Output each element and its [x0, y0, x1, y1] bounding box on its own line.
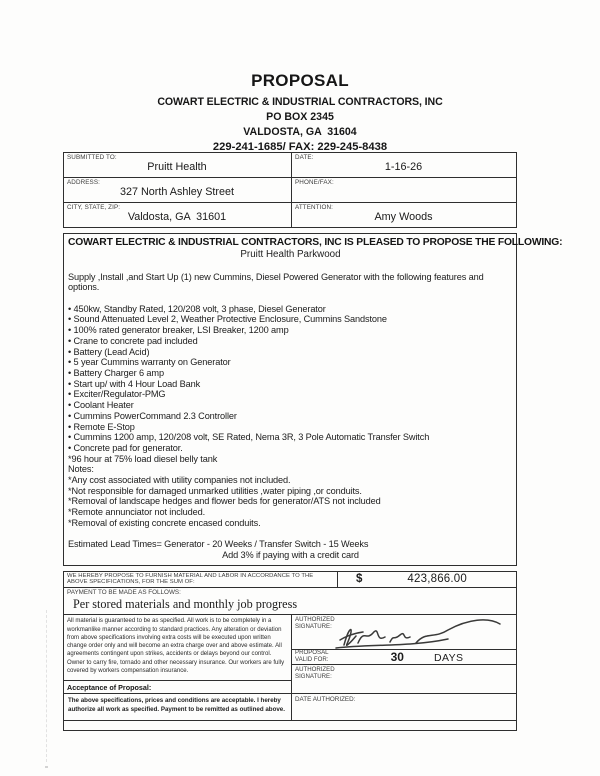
empty-bottom-row — [63, 721, 517, 731]
proposal-line: *Any cost associated with utility companies not included. — [68, 475, 291, 486]
proposal-line: Supply ,Install ,and Start Up (1) new Cummins, Diesel Powered Generator with the following features and options. — [68, 271, 487, 293]
document-title: PROPOSAL — [251, 71, 349, 90]
proposal-valid-for-label: PROPOSAL VALID FOR: — [295, 649, 329, 664]
proposal-body-box — [63, 233, 563, 566]
scan-artifact-streak — [46, 610, 47, 762]
submitted-to-label: SUBMITTED TO: — [67, 154, 117, 161]
authorized-signature-2-cell — [292, 665, 516, 693]
proposal-line: *Remote annunciator not included. — [68, 507, 206, 518]
proposal-line — [68, 529, 513, 540]
project-name: Pruitt Health Parkwood — [240, 249, 341, 260]
proposal-line: • Start up/ with 4 Hour Load Bank — [68, 378, 201, 389]
proposal-line: • Battery (Lead Acid) — [68, 346, 150, 357]
proposal-line: *Not responsible for damaged unmarked utilities ,water piping ,or conduits. — [68, 485, 362, 496]
date-authorized-label: DATE AUTHORIZED: — [295, 696, 356, 704]
proposal-line: • Cummins 1200 amp, 120/208 volt, SE Rated, Nema 3R, 3 Pole Automatic Transfer Switch — [68, 432, 430, 443]
proposal-line: • Coolant Heater — [68, 400, 134, 411]
proposal-line: *Removal of landscape hedges and flower beds for generator/ATS not included — [68, 496, 381, 507]
sum-amount: 423,866.00 — [407, 573, 467, 586]
valid-for-unit: DAYS — [433, 652, 464, 665]
address-label: ADDRESS: — [67, 179, 100, 186]
company-city-state: VALDOSTA, GA 31604 — [243, 126, 357, 138]
proposal-line: • 5 year Cummins warranty on Generator — [68, 357, 231, 368]
terms-signature-block — [63, 615, 517, 694]
acceptance-heading: Acceptance of Proposal: — [64, 680, 291, 693]
proposal-line: • Exciter/Regulator-PMG — [68, 389, 166, 400]
proposal-line: Estimated Lead Times= Generator - 20 Weeks / Transfer Switch - 15 Weeks — [68, 539, 369, 550]
date-label: DATE: — [295, 154, 314, 161]
proposal-line — [68, 293, 513, 304]
submitted-to-value: Pruitt Health — [147, 161, 207, 173]
authorized-signature-2-label: AUTHORIZED SIGNATURE: — [295, 666, 335, 681]
field-phone-fax — [292, 178, 516, 202]
proposal-line: • Sound Attenuated Level 2, Weather Protective Enclosure, Cummins Sandstone — [68, 314, 387, 325]
document-header — [0, 72, 600, 153]
signature-column — [292, 615, 516, 693]
company-phone-fax: 229-241-1685/ FAX: 229-245-8438 — [212, 141, 388, 153]
currency-symbol: $ — [356, 573, 363, 586]
date-authorized-cell — [292, 694, 516, 720]
date-value: 1-16-26 — [384, 161, 423, 173]
proposal-line: • Battery Charger 6 amp — [68, 368, 164, 378]
attention-label: ATTENTION: — [295, 204, 333, 211]
authorized-signature-cell — [292, 615, 516, 650]
proposal-lines — [68, 261, 513, 561]
proposal-line: • 450kw, Standby Rated, 120/208 volt, 3 phase, Diesel Generator — [68, 303, 326, 314]
sum-label-cell — [64, 572, 338, 588]
address-value: 327 North Ashley Street — [119, 186, 235, 198]
city-state-zip-value: Valdosta, GA 31601 — [127, 211, 227, 223]
field-city-state-zip — [64, 203, 292, 227]
authorized-signature-label: AUTHORIZED SIGNATURE: — [295, 616, 335, 631]
attention-value: Amy Woods — [374, 211, 433, 223]
proposal-line: • Concrete pad for generator. — [68, 442, 183, 453]
valid-for-number: 30 — [390, 650, 404, 665]
info-row-3 — [64, 202, 516, 227]
sum-amount-cell — [338, 572, 516, 588]
proposal-line: • Cummins PowerCommand 2.3 Controller — [68, 410, 237, 421]
proposal-line: • 100% rated generator breaker, LSI Breaker, 1200 amp — [68, 325, 289, 336]
proposal-line: Notes: — [68, 464, 94, 475]
payment-row — [63, 588, 517, 615]
proposal-line: • Crane to concrete pad included — [68, 335, 198, 346]
info-row-1 — [64, 153, 516, 177]
proposal-line: *96 hour at 75% load diesel belly tank — [68, 453, 218, 464]
terms-left-column — [64, 615, 292, 693]
sum-row — [63, 571, 517, 589]
proposal-line: Add 3% if paying with a credit card — [222, 549, 359, 560]
company-name: COWART ELECTRIC & INDUSTRIAL CONTRACTORS, INC — [157, 96, 443, 108]
info-row-2 — [64, 177, 516, 202]
field-date — [292, 153, 516, 177]
proposal-line: *Removal of existing concrete encased conduits. — [68, 517, 261, 528]
field-attention — [292, 203, 516, 227]
fine-print-text: All material is guaranteed to be as specified. All work is to be completely in a workmanlike manner according to standard practices. Any alteration or deviation from above specifications involving extra costs will be executed upon written change order only and will become an extra charge over and above estimate. All agreements contingent upon strikes, accidents or delays beyond our control. Owner to carry fire, tornado and other necessary insurance. Our workers are fully covered by workers compensation insurance. — [67, 618, 285, 675]
acceptance-row — [63, 694, 517, 721]
sum-label: WE HEREBY PROPOSE TO FURNISH MATERIAL AND LABOR IN ACCORDANCE TO THE ABOVE SPECIFICATIONS, FOR THE SUM OF: — [67, 572, 314, 586]
proposal-form — [63, 152, 563, 731]
payment-terms-value: Per stored materials and monthly job progress — [73, 597, 298, 612]
phone-fax-label: PHONE/FAX: — [295, 179, 334, 186]
phone-fax-value — [295, 186, 512, 199]
handwritten-signature-image — [330, 615, 508, 649]
acceptance-text: The above specifications, prices and conditions are acceptable. I hereby authorize all work as specified. Payment to be remitted as outlined above. — [64, 694, 292, 720]
proposal-heading: COWART ELECTRIC & INDUSTRIAL CONTRACTORS, INC IS PLEASED TO PROPOSE THE FOLLOWING: — [68, 237, 563, 248]
proposal-line — [68, 261, 513, 272]
contact-info-grid — [63, 152, 517, 228]
payment-label: PAYMENT TO BE MADE AS FOLLOWS: — [67, 589, 181, 597]
field-submitted-to — [64, 153, 292, 177]
valid-for-values — [341, 650, 513, 664]
company-po-box: PO BOX 2345 — [266, 111, 334, 123]
proposal-line: • Remote E-Stop — [68, 421, 135, 432]
city-state-zip-label: CITY, STATE, ZIP: — [67, 204, 121, 211]
field-address — [64, 178, 292, 202]
proposal-valid-for-cell — [292, 650, 516, 665]
